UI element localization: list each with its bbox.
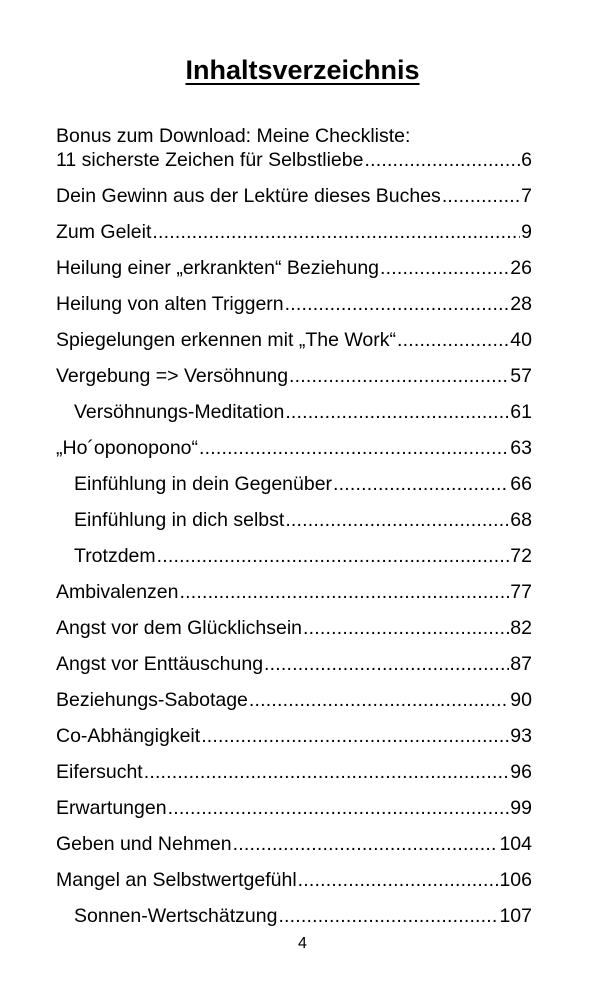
toc-entry-row [56, 652, 532, 676]
toc-entry-page-number: 26 [510, 257, 532, 279]
toc-entry [56, 124, 532, 172]
toc-entry-row [56, 796, 532, 820]
toc-entry-page-number: 7 [521, 185, 532, 207]
toc-entry-page-number: 40 [510, 329, 532, 351]
toc-entry-page-number: 99 [510, 797, 532, 819]
toc-entry-title: Geben und Nehmen [56, 833, 232, 855]
toc-entry-title: Beziehungs-Sabotage [56, 689, 248, 711]
toc-entry-page-number: 57 [510, 365, 532, 387]
toc-entry [56, 688, 532, 712]
toc-entry-page-number: 68 [510, 509, 532, 531]
page-footer-number: 4 [298, 935, 307, 952]
toc-entry-page-number: 6 [521, 149, 532, 171]
toc-entry-page-number: 72 [510, 545, 532, 567]
dot-leader [179, 580, 509, 604]
toc-entry-title: Versöhnungs-Meditation [74, 401, 285, 423]
toc-entry [56, 760, 532, 784]
dot-leader [278, 904, 498, 928]
toc-entry [56, 436, 532, 460]
toc-entry-title: Eifersucht [56, 761, 143, 783]
toc-entry-page-number: 66 [510, 473, 532, 495]
dot-leader [168, 796, 510, 820]
dot-leader [152, 220, 520, 244]
toc-entry-title: Heilung von alten Triggern [56, 293, 284, 315]
dot-leader [333, 472, 509, 496]
toc-entry-page-number: 28 [510, 293, 532, 315]
dot-leader [157, 544, 510, 568]
dot-leader [364, 148, 520, 172]
toc-entry-row [56, 868, 532, 892]
toc-entry-row [56, 832, 532, 856]
toc-entry-title: Sonnen-Wertschätzung [74, 905, 278, 927]
table-of-contents [56, 124, 532, 928]
toc-entry-page-number: 104 [499, 833, 532, 855]
toc-entry [56, 904, 532, 928]
toc-entry-page-number: 82 [510, 617, 532, 639]
toc-entry-title: Heilung einer „erkrankten“ Beziehung [56, 257, 380, 279]
toc-entry [56, 796, 532, 820]
toc-entry-page-number: 90 [510, 689, 532, 711]
dot-leader [233, 832, 499, 856]
toc-entry-row [56, 760, 532, 784]
toc-entry [56, 616, 532, 640]
toc-entry [56, 724, 532, 748]
toc-entry-title: Vergebung => Versöhnung [56, 365, 289, 387]
toc-entry [56, 220, 532, 244]
toc-entry-title: Spiegelungen erkennen mit „The Work“ [56, 329, 396, 351]
toc-entry-row [56, 544, 532, 568]
dot-leader [285, 292, 510, 316]
dot-leader [249, 688, 509, 712]
toc-entry-row [56, 148, 532, 172]
toc-entry-title: Erwartungen [56, 797, 167, 819]
toc-entry-title: Co-Abhängigkeit [56, 725, 201, 747]
toc-entry [56, 652, 532, 676]
toc-entry-page-number: 106 [499, 869, 532, 891]
dot-leader [285, 400, 509, 424]
dot-leader [264, 652, 509, 676]
toc-entry [56, 292, 532, 316]
toc-entry-row [56, 256, 532, 280]
dot-leader [289, 364, 509, 388]
toc-entry-title: Trotzdem [74, 545, 156, 567]
page-title: Inhaltsverzeichnis [185, 55, 420, 85]
toc-entry-title: Einfühlung in dich selbst [74, 509, 285, 531]
toc-entry-title: Ambivalenzen [56, 581, 179, 603]
dot-leader [397, 328, 509, 352]
toc-entry-row [56, 616, 532, 640]
dot-leader [442, 184, 520, 208]
toc-entry-row [56, 688, 532, 712]
dot-leader [144, 760, 510, 784]
toc-entry-page-number: 77 [510, 581, 532, 603]
dot-leader [303, 616, 509, 640]
toc-entry [56, 256, 532, 280]
toc-entry-row [56, 904, 532, 928]
toc-entry-page-number: 9 [521, 221, 532, 243]
toc-entry [56, 400, 532, 424]
dot-leader [285, 508, 509, 532]
toc-entry-page-number: 87 [510, 653, 532, 675]
toc-entry-page-number: 93 [510, 725, 532, 747]
toc-entry [56, 184, 532, 208]
toc-entry [56, 472, 532, 496]
dot-leader [199, 436, 509, 460]
toc-entry-row [56, 400, 532, 424]
toc-entry-page-number: 61 [510, 401, 532, 423]
toc-entry [56, 328, 532, 352]
toc-entry-page-number: 96 [510, 761, 532, 783]
dot-leader [201, 724, 509, 748]
toc-entry-first-line: Bonus zum Download: Meine Checkliste: [56, 125, 411, 147]
toc-entry [56, 544, 532, 568]
toc-entry [56, 580, 532, 604]
dot-leader [380, 256, 509, 280]
toc-entry-title: Angst vor Enttäuschung [56, 653, 264, 675]
toc-entry-row [56, 364, 532, 388]
dot-leader [298, 868, 499, 892]
toc-entry-row [56, 436, 532, 460]
toc-entry [56, 832, 532, 856]
toc-entry-title: Mangel an Selbstwertgefühl [56, 869, 297, 891]
toc-entry-row [56, 328, 532, 352]
toc-entry-title: Dein Gewinn aus der Lektüre dieses Buches [56, 185, 441, 207]
toc-entry-row [56, 292, 532, 316]
toc-entry-page-number: 63 [510, 437, 532, 459]
toc-entry-row [56, 220, 532, 244]
toc-entry-title: Angst vor dem Glücklichsein [56, 617, 303, 639]
toc-entry-row [56, 580, 532, 604]
toc-entry [56, 508, 532, 532]
toc-entry-row [56, 472, 532, 496]
toc-entry [56, 868, 532, 892]
toc-entry-title: Zum Geleit [56, 221, 152, 243]
toc-entry-page-number: 107 [499, 905, 532, 927]
toc-entry-row [56, 724, 532, 748]
toc-entry [56, 364, 532, 388]
toc-entry-row [56, 508, 532, 532]
toc-entry-title: 11 sicherste Zeichen für Selbstliebe [56, 149, 364, 171]
toc-entry-row [56, 184, 532, 208]
toc-entry-title: „Ho´oponopono“ [56, 437, 199, 459]
toc-entry-title: Einfühlung in dein Gegenüber [74, 473, 333, 495]
